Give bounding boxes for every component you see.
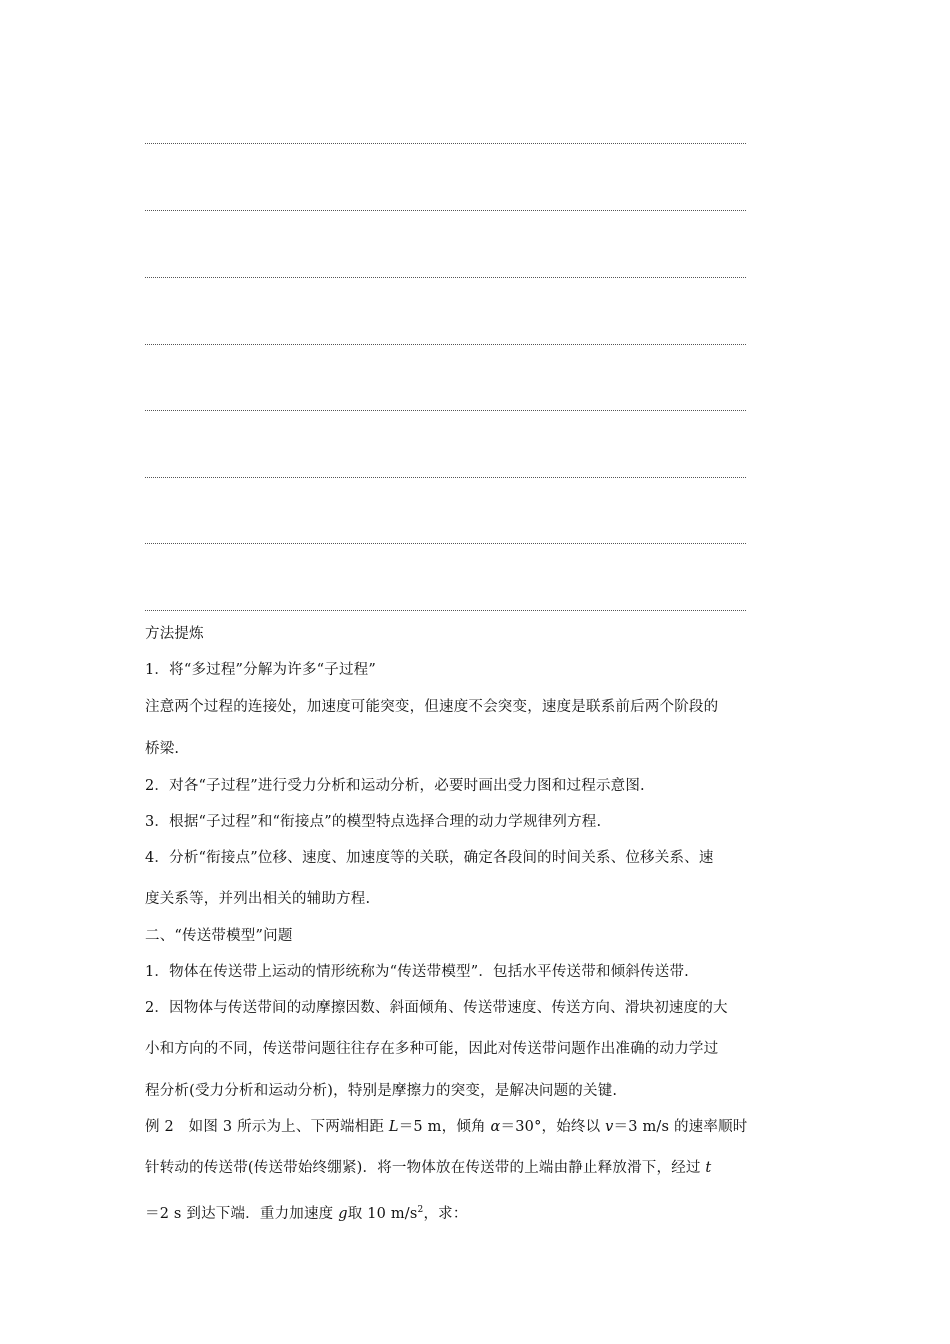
example-2-line-3 [145, 1200, 825, 1224]
variable-g: g [338, 1205, 348, 1222]
variable-t: t [705, 1160, 712, 1176]
answer-line [145, 277, 746, 278]
example-2-text: ＝5 m，倾角 [398, 1119, 491, 1135]
method-item-1-note: 注意两个过程的连接处，加速度可能突变，但速度不会突变，速度是联系前后两个阶段的 [145, 699, 719, 715]
answer-line [145, 610, 746, 611]
section-2-item-2: 2．因物体与传送带间的动摩擦因数、斜面倾角、传送带速度、传送方向、滑块初速度的大 [145, 1000, 728, 1016]
answer-line [145, 143, 746, 144]
example-2-text: ，求： [423, 1205, 468, 1222]
example-2-line-2 [145, 1158, 825, 1178]
method-item-1: 1．将“多过程”分解为许多“子过程” [145, 662, 376, 678]
answer-line [145, 410, 746, 411]
variable-alpha: α [490, 1119, 501, 1135]
method-item-3: 3．根据“子过程”和“衔接点”的模型特点选择合理的动力学规律列方程. [145, 814, 602, 830]
method-item-2: 2．对各“子过程”进行受力分析和运动分析，必要时画出受力图和过程示意图. [145, 778, 645, 794]
section-2-item-2-cont: 小和方向的不同，传送带问题往往存在多种可能，因此对传送带问题作出准确的动力学过 [145, 1041, 719, 1057]
method-item-1-note-cont: 桥梁. [145, 741, 180, 757]
example-2-text: 针转动的传送带(传送带始终绷紧)．将一物体放在传送带的上端由静止释放滑下，经过 [145, 1160, 706, 1176]
answer-line [145, 210, 746, 211]
answer-line [145, 477, 746, 478]
example-2-text: 取 10 m/s [347, 1205, 418, 1222]
variable-L: L [388, 1119, 399, 1135]
answer-line [145, 543, 746, 544]
answer-line [145, 344, 746, 345]
method-heading: 方法提炼 [145, 626, 204, 642]
example-2-line-1 [145, 1117, 825, 1137]
method-item-4-cont: 度关系等，并列出相关的辅助方程. [145, 891, 371, 907]
example-2-text: ＝2 s 到达下端．重力加速度 [145, 1205, 339, 1222]
example-2-text: ＝3 m/s 的速率顺时 [613, 1119, 748, 1135]
section-2-item-1: 1．物体在传送带上运动的情形统称为“传送带模型”．包括水平传送带和倾斜传送带. [145, 964, 689, 980]
section-2-heading: 二、“传送带模型”问题 [145, 928, 293, 944]
method-item-4: 4．分析“衔接点”位移、速度、加速度等的关联，确定各段间的时间关系、位移关系、速 [145, 850, 714, 866]
variable-v: v [605, 1119, 614, 1135]
section-2-item-2-cont2: 程分析(受力分析和运动分析)，特别是摩擦力的突变，是解决问题的关键. [145, 1083, 618, 1099]
example-2-text: ＝30°，始终以 [500, 1119, 606, 1135]
example-2-text: 例 2 如图 3 所示为上、下两端相距 [145, 1119, 389, 1135]
exponent: 2 [417, 1205, 424, 1215]
